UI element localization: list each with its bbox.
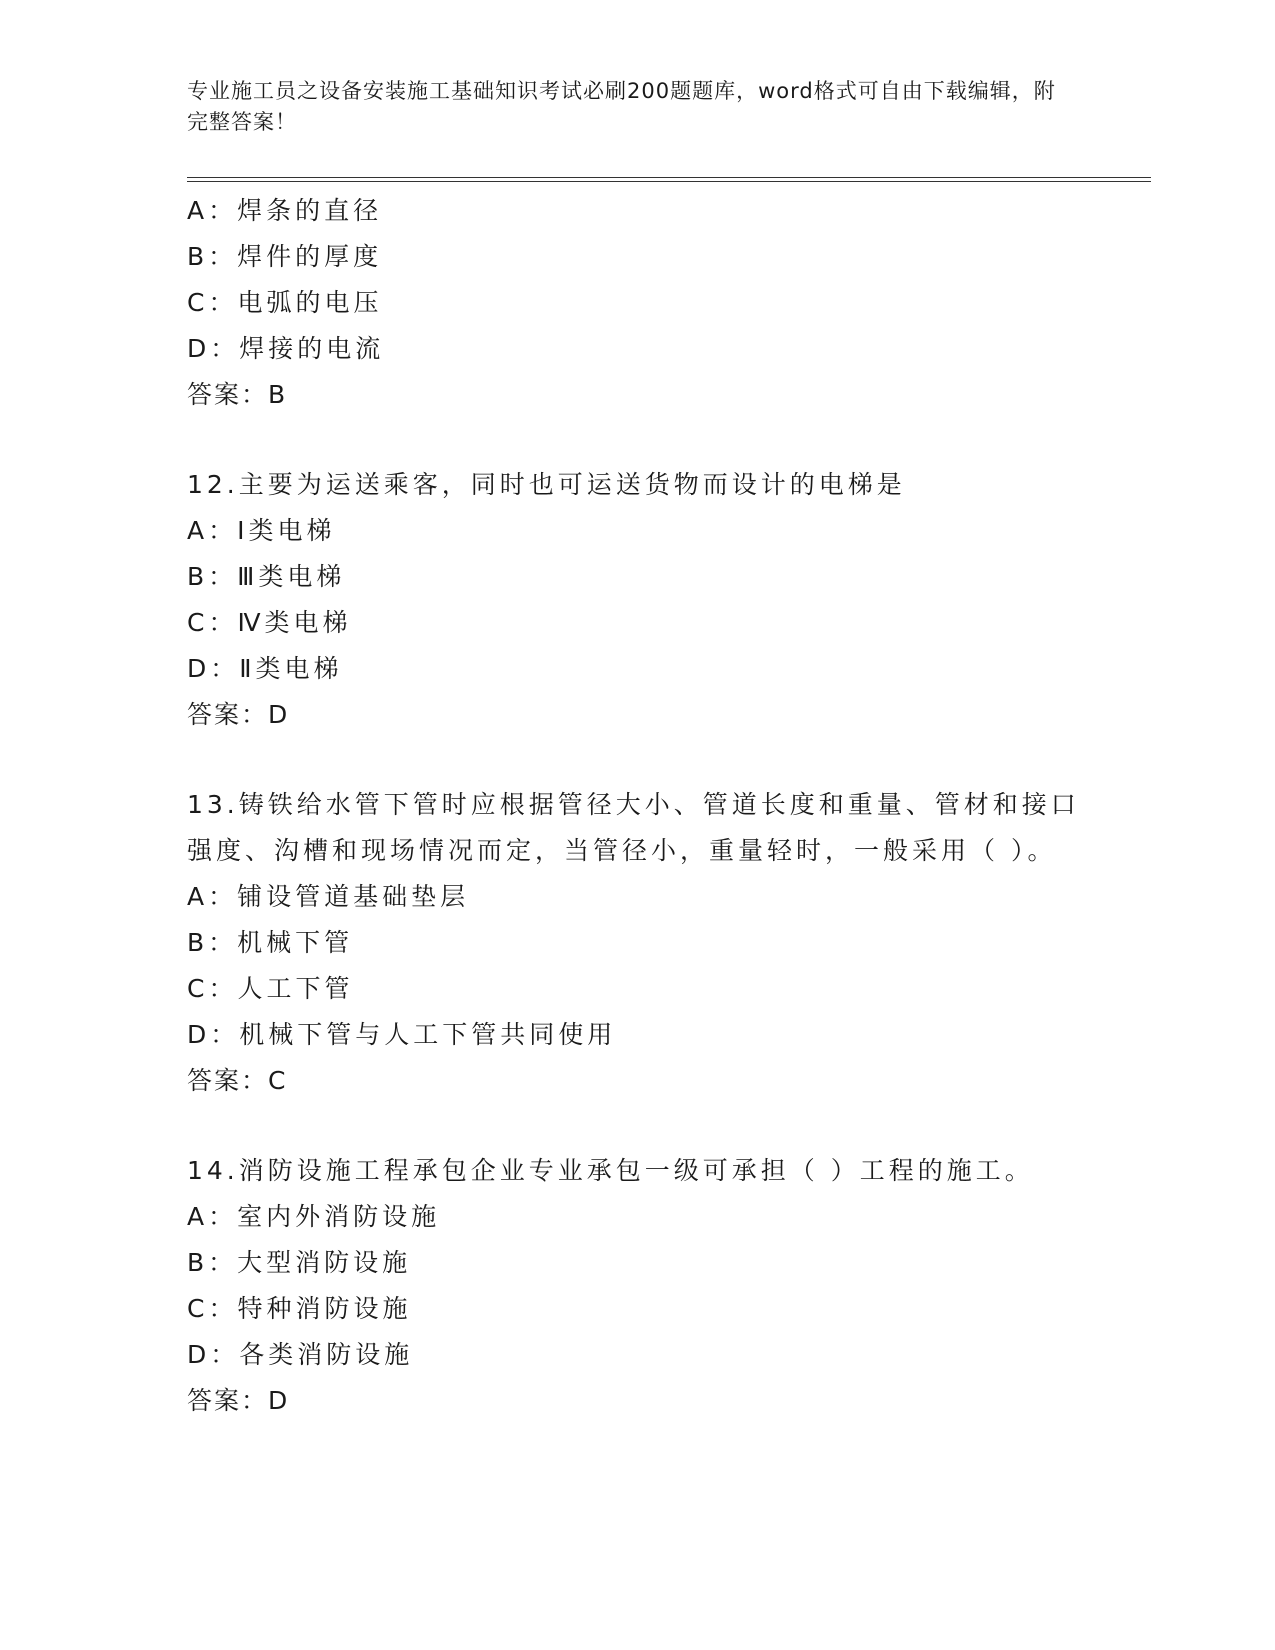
option-b: B：焊件的厚度 xyxy=(187,242,383,271)
option-b: B：Ⅲ类电梯 xyxy=(187,562,346,591)
option-d: D：焊接的电流 xyxy=(187,334,385,363)
option-c: C：人工下管 xyxy=(187,974,354,1003)
option-d: D：Ⅱ类电梯 xyxy=(187,654,343,683)
answer-label: 答案：D xyxy=(187,700,290,729)
option-a: A：铺设管道基础垫层 xyxy=(187,882,470,911)
option-a: A：室内外消防设施 xyxy=(187,1202,441,1231)
option-c: C：特种消防设施 xyxy=(187,1294,412,1323)
answer-label: 答案：B xyxy=(187,380,288,409)
option-a: A：Ⅰ类电梯 xyxy=(187,516,336,545)
question-block xyxy=(187,782,1087,1104)
question-block xyxy=(187,188,1087,418)
option-b: B：机械下管 xyxy=(187,928,354,957)
question-stem: 12.主要为运送乘客，同时也可运送货物而设计的电梯是 xyxy=(187,470,906,499)
question-list xyxy=(187,188,1087,1424)
option-c: C：电弧的电压 xyxy=(187,288,383,317)
question-stem: 13.铸铁给水管下管时应根据管径大小、管道长度和重量、管材和接口强度、沟槽和现场情况而定，当管径小，重量轻时，一般采用（ ）。 xyxy=(187,790,1080,865)
answer-label: 答案：D xyxy=(187,1386,290,1415)
option-a: A：焊条的直径 xyxy=(187,196,383,225)
document-header: 专业施工员之设备安装施工基础知识考试必刷200题题库，word格式可自由下载编辑，附完整答案！ xyxy=(187,79,1056,134)
question-stem: 14.消防设施工程承包企业专业承包一级可承担（ ）工程的施工。 xyxy=(187,1156,1034,1185)
option-c: C：Ⅳ类电梯 xyxy=(187,608,352,637)
header-divider xyxy=(187,177,1151,182)
question-block xyxy=(187,1148,1087,1424)
option-d: D：机械下管与人工下管共同使用 xyxy=(187,1020,617,1049)
answer-label: 答案：C xyxy=(187,1066,288,1095)
option-d: D：各类消防设施 xyxy=(187,1340,414,1369)
question-block xyxy=(187,462,1087,738)
option-b: B：大型消防设施 xyxy=(187,1248,412,1277)
